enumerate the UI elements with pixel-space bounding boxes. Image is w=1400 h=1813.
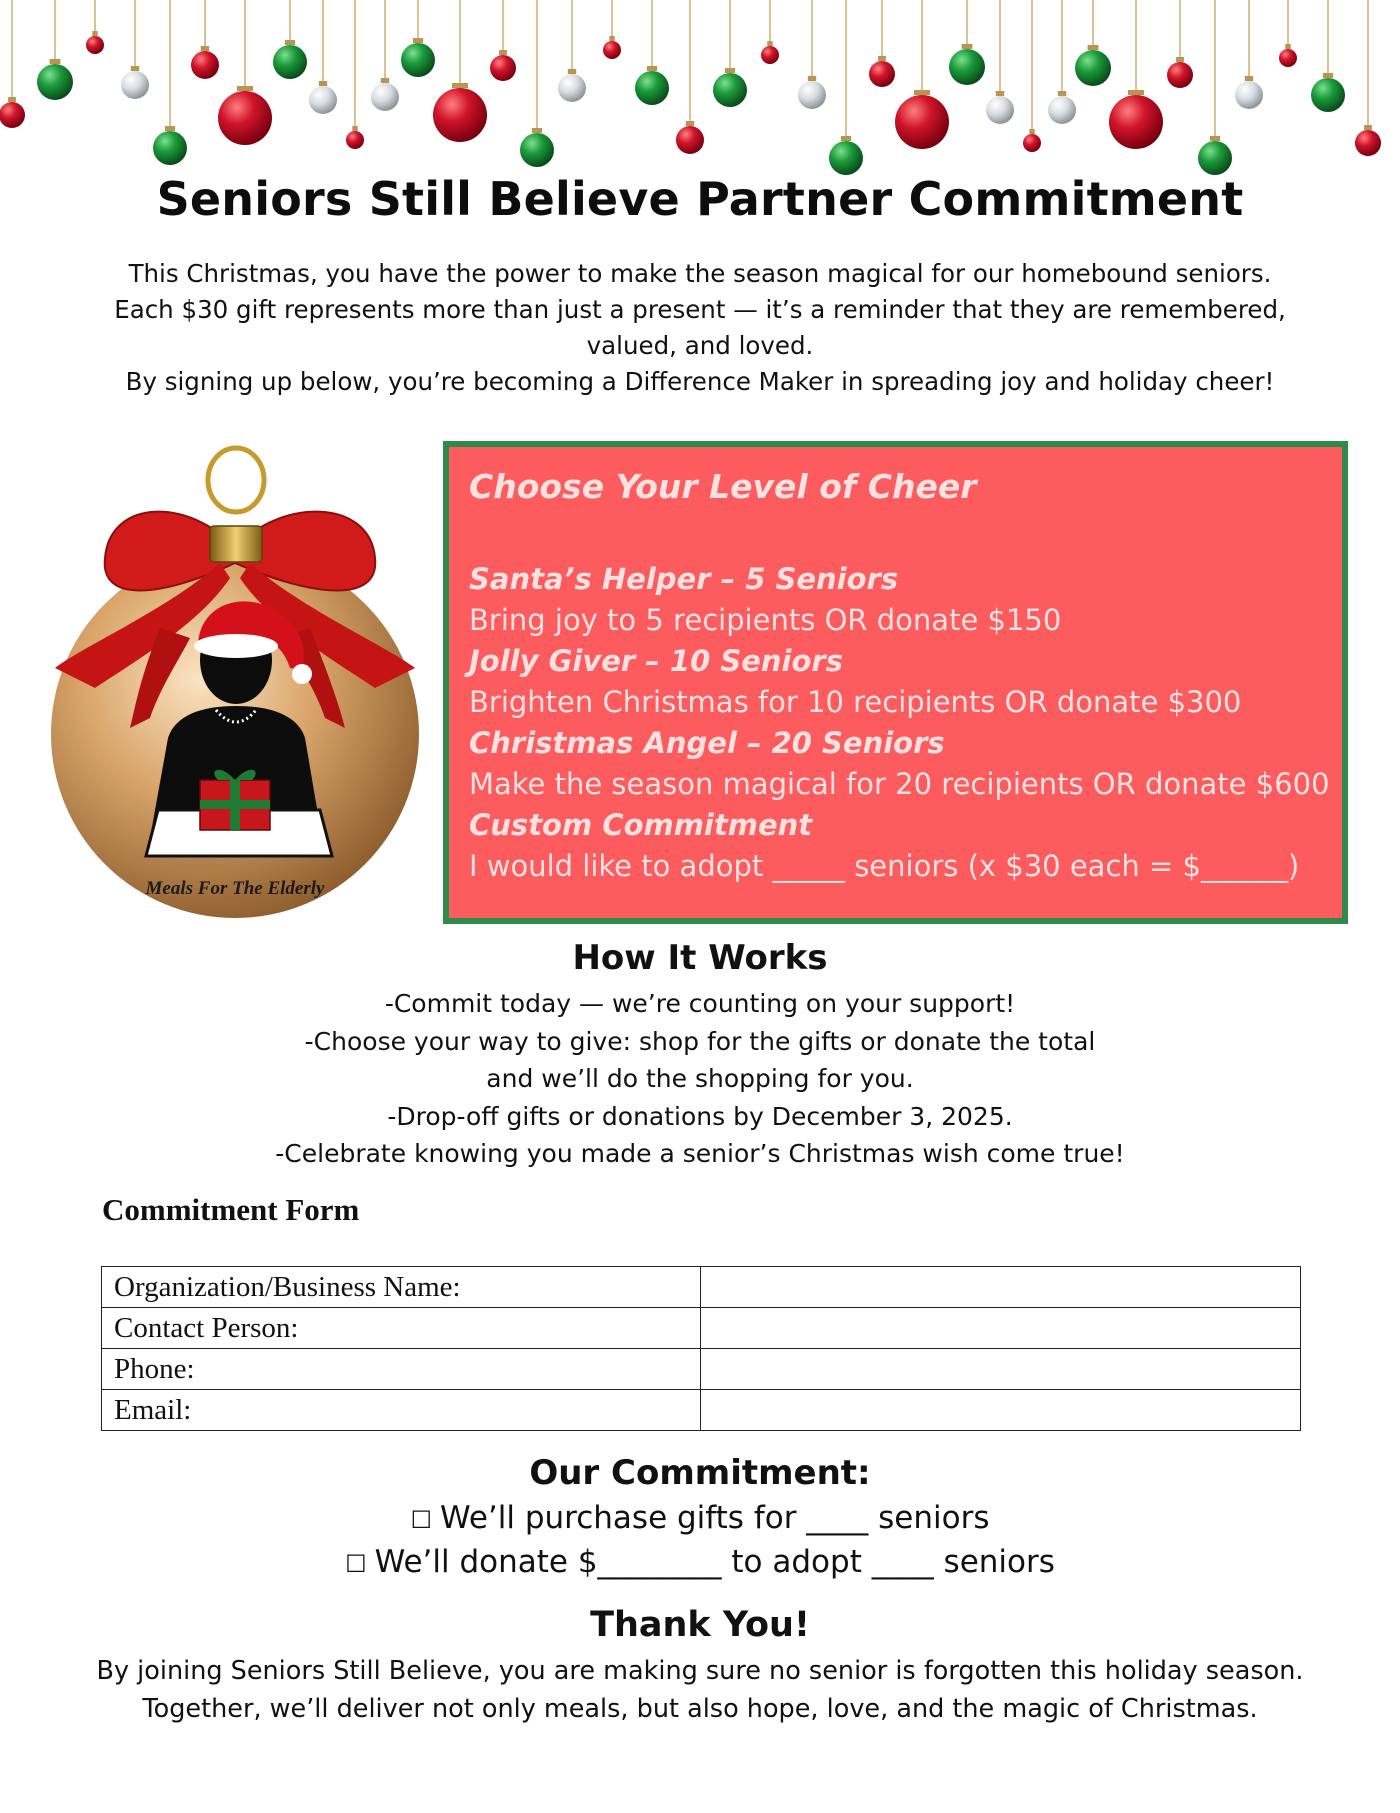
ornament-cap — [532, 128, 542, 133]
ornament-ball — [1279, 49, 1297, 67]
thank-you-line: Together, we’ll deliver not only meals, but also hope, love, and the magic of Christmas. — [142, 1694, 1258, 1724]
table-row — [102, 1349, 1301, 1390]
ornament-cap — [352, 126, 357, 131]
ornament-cap — [996, 91, 1004, 96]
level-description: Bring joy to 5 recipients OR donate $150 — [469, 603, 1062, 637]
levels-heading: Choose Your Level of Cheer — [469, 467, 977, 506]
ornament-cap — [914, 90, 930, 95]
ornament-cap — [962, 44, 973, 49]
ornament-cap — [413, 38, 423, 43]
hanger-loop — [208, 448, 264, 512]
ornament-cap — [878, 56, 886, 61]
ornament-cap — [1364, 125, 1372, 130]
how-step: -Celebrate knowing you made a senior’s Christmas wish come true! — [275, 1139, 1125, 1168]
phone-field[interactable] — [701, 1349, 1301, 1390]
ornament-ball — [191, 51, 219, 79]
ornament-ball — [986, 96, 1014, 124]
ornament-ball — [490, 55, 516, 81]
ornament-ball — [1048, 96, 1076, 124]
ornament-cap — [1088, 45, 1099, 50]
thank-you-message — [50, 1652, 1350, 1728]
level-name: Santa’s Helper – 5 Seniors — [469, 562, 899, 596]
ornament-ball — [829, 141, 863, 175]
thank-you-title: Thank You! — [590, 1605, 810, 1645]
how-it-works-title: How It Works — [572, 938, 828, 978]
ornament-cap — [1176, 57, 1184, 62]
ornament-ball — [86, 36, 104, 54]
how-step: and we’ll do the shopping for you. — [486, 1064, 914, 1093]
ornament-ball — [1311, 78, 1345, 112]
ornament-ball — [949, 49, 985, 85]
organization-name-field[interactable] — [701, 1267, 1301, 1308]
ornament-ball — [558, 74, 586, 102]
ornament-cap — [1029, 129, 1034, 134]
level-name: Jolly Giver – 10 Seniors — [469, 644, 843, 678]
table-row — [102, 1267, 1301, 1308]
ornament-cap — [201, 46, 209, 51]
ornament-cap — [1210, 136, 1220, 141]
ornament-ball — [401, 43, 435, 77]
ornament-cap — [210, 526, 262, 562]
level-description: I would like to adopt _____ seniors (x $30 each = $______) — [469, 849, 1300, 883]
ornament-cap — [725, 68, 735, 73]
levels-panel — [443, 441, 1348, 924]
intro-paragraph — [70, 256, 1330, 400]
form-label: Phone: — [102, 1349, 701, 1390]
ornament-ball — [1075, 50, 1111, 86]
ornament-cap — [50, 59, 61, 64]
ornament-cap — [609, 36, 614, 41]
email-field[interactable] — [701, 1390, 1301, 1431]
ornament-cap — [131, 66, 139, 71]
ornament-ball — [798, 81, 826, 109]
checkbox-donate[interactable]: ☐ — [345, 1550, 367, 1578]
form-label: Organization/Business Name: — [102, 1267, 701, 1308]
ornament-ball — [713, 73, 747, 107]
ornament-cap — [237, 86, 253, 91]
ornament-cap — [92, 31, 97, 36]
ornament-ball — [895, 95, 949, 149]
commitment-option-purchase — [0, 1500, 1400, 1536]
intro-line: By signing up below, you’re becoming a Difference Maker in spreading joy and holiday cheer! — [125, 367, 1275, 396]
how-it-works-steps — [150, 985, 1250, 1173]
form-label: Contact Person: — [102, 1308, 701, 1349]
intro-line: This Christmas, you have the power to make the season magical for our homebound seniors. — [128, 259, 1272, 288]
ornament-ball — [309, 86, 337, 114]
ornament-ball — [761, 46, 779, 64]
contact-person-field[interactable] — [701, 1308, 1301, 1349]
ornament-cap — [285, 40, 295, 45]
ornament-cap — [1245, 76, 1253, 81]
ornament-ball — [121, 71, 149, 99]
ornament-ball — [676, 126, 704, 154]
ornament-ball — [1355, 130, 1381, 156]
ornament-cap — [568, 69, 576, 74]
ornament-ball — [1109, 95, 1163, 149]
commitment-form-table — [101, 1266, 1301, 1431]
level-description: Make the season magical for 20 recipients OR donate $600 — [469, 767, 1330, 801]
table-row — [102, 1390, 1301, 1431]
how-step: -Choose your way to give: shop for the gifts or donate the total — [304, 1026, 1096, 1056]
ornament-ball — [1235, 81, 1263, 109]
ornament-ball — [603, 41, 621, 59]
ornament-cap — [165, 126, 175, 131]
ornament-ball — [869, 61, 895, 87]
ornament-cap — [452, 83, 468, 88]
santa-hat-trim — [194, 634, 278, 658]
ornament-cap — [499, 50, 507, 55]
intro-line: Each $30 gift represents more than just a present — it’s a reminder that they are remembered, valued, and loved. — [114, 295, 1286, 360]
ornament-ball — [433, 88, 487, 142]
ornament-cap — [381, 78, 389, 83]
level-name: Custom Commitment — [469, 808, 813, 842]
how-step: -Drop-off gifts or donations by December 3, 2025. — [387, 1101, 1013, 1131]
form-label: Email: — [102, 1390, 701, 1431]
commitment-option-donate — [0, 1544, 1400, 1580]
our-commitment-title: Our Commitment: — [529, 1453, 871, 1493]
ornament-cap — [1285, 44, 1290, 49]
gift-ribbon-h — [200, 800, 270, 809]
ornament-cap — [319, 81, 327, 86]
ornament-ball — [1023, 134, 1041, 152]
santa-hat-pom — [292, 664, 312, 684]
level-description: Brighten Christmas for 10 recipients OR donate $300 — [469, 685, 1242, 719]
ornament-cap — [1128, 90, 1144, 95]
logo-caption: Meals For The Elderly — [145, 878, 325, 899]
option-label: We’ll purchase gifts for ____ seniors — [440, 1500, 990, 1536]
ornament-cap — [767, 41, 772, 46]
ornament-cap — [8, 97, 16, 102]
ornament-cap — [686, 121, 694, 126]
page-title: Seniors Still Believe Partner Commitment — [156, 172, 1244, 226]
ornament-ball — [1198, 141, 1232, 175]
ornament-cap — [1323, 73, 1333, 78]
ornament-logo — [40, 438, 430, 928]
table-row — [102, 1308, 1301, 1349]
option-label: We’ll donate $________ to adopt ____ seniors — [374, 1544, 1055, 1580]
ornament-ball — [371, 83, 399, 111]
ornament-ball — [520, 133, 554, 167]
ornament-cap — [808, 76, 816, 81]
ornament-ball — [346, 131, 364, 149]
ornament-ball — [0, 102, 25, 128]
ornament-cap — [647, 66, 657, 71]
ornament-cap — [1058, 91, 1066, 96]
checkbox-purchase[interactable]: ☐ — [410, 1506, 432, 1534]
ornament-ball — [218, 91, 272, 145]
ornament-cap — [841, 136, 851, 141]
ornament-ball — [37, 64, 73, 100]
ornament-ball — [273, 45, 307, 79]
how-step: -Commit today — we’re counting on your support! — [384, 989, 1016, 1018]
commitment-form-title: Commitment Form — [102, 1192, 360, 1227]
ornament-ball — [1167, 62, 1193, 88]
level-name: Christmas Angel – 20 Seniors — [469, 726, 945, 760]
ornament-ball — [635, 71, 669, 105]
ornament-ball — [153, 131, 187, 165]
hanging-ornaments-decoration — [0, 0, 1400, 180]
thank-you-line: By joining Seniors Still Believe, you are making sure no senior is forgotten this holiday season. — [96, 1656, 1304, 1686]
